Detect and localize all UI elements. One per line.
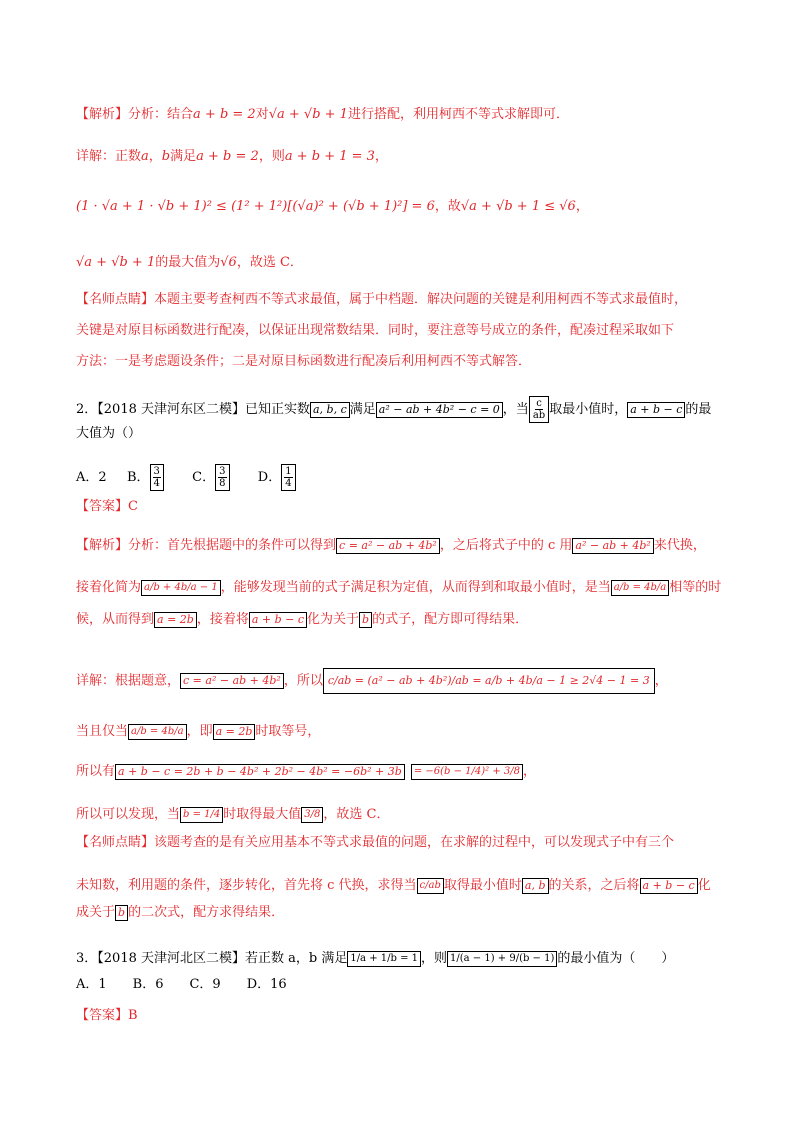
q3-stem-text: 3．【2018 天津河北区二模】若正数 a，b 满足: [76, 951, 348, 966]
detail-text: 所以有: [76, 764, 116, 779]
detail-text: 满足: [170, 149, 197, 164]
q2-tip-line-1: [76, 834, 674, 852]
q2-tip-line-2: [76, 877, 711, 895]
tip-text: 该题考查的是有关应用基本不等式求最值的问题，在求解的过程中，可以发现式子中有三个: [154, 835, 675, 850]
tip-line-2: 关键是对原目标函数进行配凑，以保证出现常数结果．同时，要注意等号成立的条件，配凑过程采取如下: [76, 323, 675, 338]
math-expr: 1/(a − 1) + 9/(b − 1): [450, 952, 555, 964]
q2-analysis-line-1: [76, 537, 706, 555]
analysis-tag: 【解析】: [76, 538, 129, 553]
detail-text: 时取得最大值: [223, 807, 302, 822]
inequality-line: [76, 198, 589, 216]
tip-tag: 【名师点睛】: [76, 835, 155, 850]
analysis-text: 分析：首先根据题中的条件可以得到: [128, 538, 337, 553]
q2-detail-line-4: [76, 806, 389, 824]
analysis-text: ，之后将式子中的 c 用: [439, 538, 573, 553]
math-box: a + b − c: [249, 612, 307, 628]
analysis-text: 化为关于: [307, 612, 360, 627]
analysis-text: ，接着将: [196, 612, 249, 627]
option-b-frac: [150, 464, 164, 491]
tip-text: 取得最小值时: [443, 878, 522, 893]
math-box: a = 2b: [154, 612, 197, 628]
analysis-text: 对: [255, 107, 269, 122]
q2-analysis-line-2: [76, 579, 721, 597]
frac-num: c: [536, 398, 542, 409]
math-expr: a + b = 2: [193, 107, 256, 122]
q2-stem-text: 2．【2018 天津河东区二模】已知正实数: [76, 402, 310, 417]
math-box: [301, 807, 323, 823]
detail-text: 详解：根据题意，: [76, 673, 181, 689]
math-expr: c/ab: [419, 879, 441, 891]
q2-stem-text: 的最: [685, 402, 712, 417]
detail-text: ，故选 C．: [236, 255, 303, 270]
math-box: a² − ab + 4b² − c = 0: [376, 402, 503, 418]
analysis-text: 来代换，: [653, 538, 706, 553]
tip-text: 的二次式，配方求得结果．: [128, 905, 285, 920]
option-c-frac: [215, 464, 229, 491]
option-b: B．: [126, 470, 150, 485]
math-expr: √a + √b + 1: [268, 107, 348, 122]
analysis-tag: 【解析】: [76, 107, 129, 122]
detail-text: ，故: [434, 199, 461, 214]
analysis-text: 候，从而得到: [76, 612, 155, 627]
analysis-text: 相等的时: [669, 580, 722, 595]
q3-stem: [76, 950, 674, 968]
q2-analysis-line-3: [76, 611, 528, 629]
cauchy-inequality: (1 · √a + 1 · √b + 1)² ≤ (1² + 1²)[(√a)² + (√b + 1)²] = 6: [76, 199, 435, 214]
math-box: [447, 951, 557, 967]
frac-box: [529, 396, 549, 423]
math-expr: √a + √b + 1: [76, 255, 156, 270]
frac-den: 4: [153, 478, 160, 489]
q2-stem-text: 满足: [349, 402, 376, 417]
q3-answer: 【答案】B: [76, 1008, 138, 1023]
math-box: a + b − c: [627, 402, 685, 418]
q3-stem-text: 的最小值为（ ）: [557, 951, 675, 966]
math-expr: √6: [220, 255, 237, 270]
detail-text: ，即: [186, 724, 213, 739]
q2-stem-line-2: 大值为（）: [76, 426, 142, 441]
math-expr: b: [161, 149, 171, 164]
option-d: D．: [257, 470, 282, 485]
detail-text: ，: [654, 673, 668, 689]
math-box: c = a² − ab + 4b²: [336, 538, 440, 554]
math-expr: a + b = 2: [196, 149, 259, 164]
tip-text: 成关于: [76, 905, 116, 920]
q2-answer: 【答案】C: [76, 499, 138, 514]
q2-stem-text: 取最小值时，: [549, 402, 628, 417]
tip-text: 本题主要考查柯西不等式求最值，属于中档题．解决问题的关键是利用柯西不等式求最值时，: [154, 292, 688, 307]
detail-text: ，所以: [283, 673, 323, 689]
frac-num: 3: [153, 466, 160, 477]
detail-text: ，: [522, 764, 536, 779]
math-box: [128, 724, 187, 740]
frac-num: 1: [285, 466, 292, 477]
math-expr: 3/8: [304, 808, 321, 820]
max-value-line: [76, 254, 303, 272]
q2-stem-line-1: [76, 396, 711, 423]
math-box: a + b − c = 2b + b − 4b² + 2b² − 4b² = −6b² + 3b: [115, 764, 405, 780]
q2-detail-line-2: [76, 723, 320, 741]
math-box: a + b − c: [640, 878, 698, 894]
math-box: c/ab = (a² − ab + 4b²)/ab = a/b + 4b/a − 1 ≥ 2√4 − 1 = 3: [323, 668, 655, 694]
math-expr: b = 1/4: [183, 808, 221, 820]
math-expr: 1/a + 1/b = 1: [350, 952, 418, 964]
math-box: c = a² − ab + 4b²: [180, 673, 284, 689]
analysis-line: [76, 106, 569, 124]
tip-line-3: 方法：一是考虑题设条件；二是对原目标函数进行配凑后利用柯西不等式解答．: [76, 354, 532, 369]
option-a: A．2: [76, 470, 107, 485]
detail-text: ，故选 C．: [323, 807, 390, 822]
analysis-text: 分析：结合: [128, 107, 194, 122]
detail-line: [76, 148, 388, 166]
frac-den: 8: [219, 478, 226, 489]
math-box: [611, 580, 670, 596]
option-c: C．: [192, 470, 216, 485]
math-expr: a/b + 4b/a − 1: [144, 581, 218, 593]
analysis-text: 接着化简为: [76, 580, 142, 595]
math-box: a, b, c: [310, 402, 350, 418]
tip-text: 未知数，利用题的条件，逐步转化，首先将 c 代换，求得当: [76, 878, 417, 893]
math-expr: = −6(b − 1/4)² + 3/8: [413, 765, 520, 777]
detail-text: 详解：正数: [76, 149, 142, 164]
tip-text: 的关系，之后将: [548, 878, 640, 893]
option-d-frac: [281, 464, 295, 491]
math-expr: √a + √b + 1 ≤ √6: [460, 199, 576, 214]
math-box: a, b: [522, 878, 549, 894]
analysis-text: 进行搭配，利用柯西不等式求解即可．: [347, 107, 569, 122]
math-expr: a/b = 4b/a: [613, 581, 667, 593]
q3-stem-text: ，则: [421, 951, 448, 966]
math-box: [417, 878, 444, 894]
tip-line-1: [76, 291, 687, 309]
q3-options: A．1 B．6 C．9 D．16: [76, 977, 287, 992]
frac-den: 4: [285, 478, 292, 489]
tip-text: 化: [697, 878, 711, 893]
q2-detail-line-3: [76, 763, 536, 781]
math-expr: a + b + 1 = 3: [284, 149, 375, 164]
q2-stem-text: ，当: [502, 402, 529, 417]
detail-text: ，: [575, 199, 589, 214]
math-box: [180, 807, 223, 823]
q2-detail-line-1: [76, 668, 668, 694]
detail-text: ，: [374, 149, 388, 164]
analysis-text: 的式子，配方即可得结果．: [372, 612, 529, 627]
frac-den: ab: [532, 410, 546, 421]
q2-tip-line-3: [76, 904, 284, 922]
math-box: [141, 580, 221, 596]
math-box: b: [359, 612, 372, 628]
math-box: a = 2b: [213, 724, 256, 740]
math-box: [347, 951, 421, 967]
math-box: a² − ab + 4b²: [572, 538, 653, 554]
q2-options: [76, 464, 296, 491]
detail-text: 当且仅当: [76, 724, 129, 739]
detail-text: 时取等号，: [255, 724, 321, 739]
math-expr: a: [141, 149, 149, 164]
detail-text: ，则: [258, 149, 285, 164]
math-expr: a/b = 4b/a: [131, 725, 184, 737]
frac-num: 3: [219, 466, 226, 477]
detail-text: ，: [148, 149, 162, 164]
math-box: b: [115, 905, 128, 921]
math-box: [411, 764, 523, 780]
detail-text: 的最大值为: [155, 255, 221, 270]
detail-text: 所以可以发现，当: [76, 807, 181, 822]
tip-tag: 【名师点睛】: [76, 292, 155, 307]
analysis-text: ，能够发现当前的式子满足积为定值，从而得到和取最小值时，是当: [220, 580, 611, 595]
